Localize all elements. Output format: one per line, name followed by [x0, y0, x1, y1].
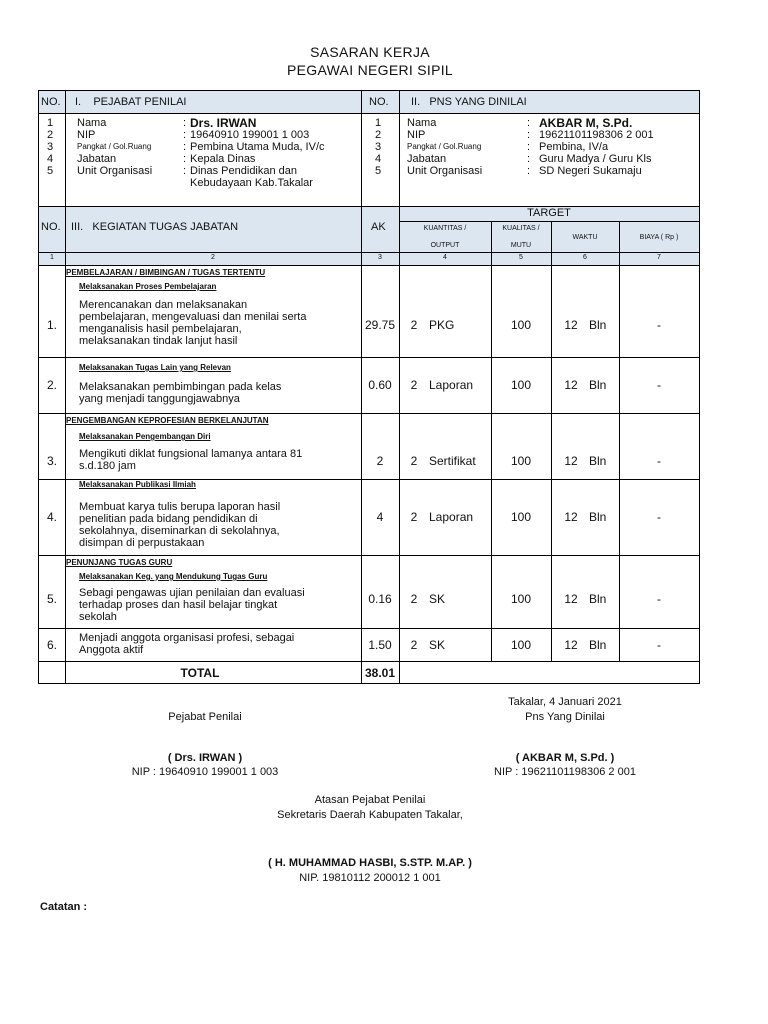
task-waktu-unit: Bln — [589, 637, 607, 652]
task-waktu: 12 — [564, 378, 578, 392]
task-sub-title: Melaksanakan Tugas Lain yang Relevan — [79, 363, 231, 372]
task-description: Melaksanakan pembimbingan pada kelas yang menjadi tanggungjawabnya — [79, 381, 282, 405]
task-qty: 2 — [410, 378, 418, 392]
task-qty: 2 — [410, 318, 418, 332]
penilai-unit-2: Kebudayaan Kab.Takalar — [190, 177, 313, 189]
category-pembelajaran: PEMBELAJARAN / BIMBINGAN / TUGAS TERTENTU — [66, 268, 266, 277]
task-ak: 0.60 — [368, 378, 392, 392]
task-unit: Laporan — [429, 510, 474, 524]
penilai-name: ( Drs. IRWAN ) — [167, 752, 243, 764]
task-biaya: - — [657, 318, 661, 332]
task-biaya: - — [657, 378, 661, 392]
task-description: Membuat karya tulis berupa laporan hasil penelitian pada bidang pendidikan di sekolahnya, diseminarkan di sekolahnya, disimpan di perpustakaan — [79, 501, 281, 549]
dinilai-values — [539, 117, 654, 177]
atasan-label: Atasan Pejabat Penilai — [314, 794, 426, 806]
task-sub-title: Melaksanakan Pengembangan Diri — [79, 432, 211, 441]
task-header-kualitas: KUALITAS / — [502, 225, 540, 232]
dinilai-pangkat: Pembina, IV/a — [539, 141, 609, 153]
document-subtitle: PEGAWAI NEGERI SIPIL — [286, 62, 453, 78]
document-title: SASARAN KERJA — [310, 44, 430, 60]
task-ak: 4 — [376, 510, 384, 524]
identity-labels-right: Nama NIP Pangkat / Gol.Ruang Jabatan Unit Organisasi — [407, 117, 483, 177]
col-number: 5 — [519, 254, 523, 261]
penilai-nip-footer: NIP : 19640910 199001 1 003 — [131, 766, 279, 778]
task-header-biaya: BIAYA ( Rp ) — [639, 234, 679, 241]
task-no: 2. — [46, 378, 57, 392]
task-sub-title: Melaksanakan Proses Pembelajaran — [79, 282, 217, 291]
task-no: 5. — [46, 592, 57, 606]
task-unit: Sertifikat — [429, 454, 476, 468]
task-biaya: - — [657, 454, 661, 468]
task-header-ak: AK — [371, 221, 386, 233]
task-header-kuantitas: KUANTITAS / — [423, 225, 467, 232]
task-qty: 2 — [410, 637, 418, 652]
task-description: Merencanakan dan melaksanakan pembelajaran, mengevaluasi dan menilai serta menganalisis hasil pembelajaran, melaksanakan tindak lanjut hasil — [79, 299, 307, 347]
task-ak: 2 — [376, 454, 384, 468]
task-ak: 1.50 — [368, 637, 392, 652]
task-qty: 2 — [410, 510, 418, 524]
task-no: 6. — [46, 637, 57, 652]
col-number: 7 — [657, 254, 661, 261]
task-header-title: III. KEGIATAN TUGAS JABATAN — [71, 221, 239, 233]
dinilai-jabatan: Guru Madya / Guru Kls — [539, 153, 652, 165]
atasan-nip: NIP. 19810112 200012 1 001 — [299, 872, 441, 884]
task-biaya: - — [657, 637, 661, 652]
task-description: Sebagi pengawas ujian penilaian dan evaluasi terhadap proses dan hasil belajar tingkat sekolah — [79, 587, 305, 623]
task-unit: PKG — [429, 318, 455, 332]
col-number: 2 — [211, 254, 215, 261]
identity-colons-left: : : : : : — [183, 117, 187, 177]
category-penunjang: PENUNJANG TUGAS GURU — [66, 558, 173, 567]
task-waktu-unit: Bln — [589, 378, 607, 392]
col-number: 4 — [443, 254, 447, 261]
task-mutu: 100 — [510, 318, 532, 332]
col-number: 3 — [378, 254, 382, 261]
task-ak: 0.16 — [368, 592, 392, 606]
penilai-values — [190, 117, 325, 189]
task-waktu-unit: Bln — [589, 454, 607, 468]
task-biaya: - — [657, 510, 661, 524]
task-waktu: 12 — [564, 637, 578, 652]
dinilai-label: Pns Yang Dinilai — [525, 711, 605, 723]
col-number: 1 — [50, 254, 54, 261]
task-unit: SK — [429, 637, 446, 652]
catatan-label: Catatan : — [40, 901, 88, 913]
penilai-jabatan: Kepala Dinas — [190, 153, 256, 165]
task-mutu: 100 — [510, 378, 532, 392]
task-header-no: NO. — [41, 221, 61, 233]
atasan-name: ( H. MUHAMMAD HASBI, S.STP. M.AP. ) — [268, 857, 472, 869]
dinilai-nip: 19621101198306 2 001 — [539, 129, 654, 141]
task-unit: Laporan — [429, 378, 474, 392]
task-description: Menjadi anggota organisasi profesi, sebagai Anggota aktif — [79, 632, 295, 656]
total-value: 38.01 — [364, 665, 396, 680]
identity-colons-right: : : : : : — [527, 117, 531, 177]
task-sub-title: Melaksanakan Keg. yang Mendukung Tugas Guru — [79, 572, 268, 581]
task-qty: 2 — [410, 592, 418, 606]
task-mutu: 100 — [510, 592, 532, 606]
task-no: 4. — [46, 510, 57, 524]
total-label: TOTAL — [180, 665, 220, 680]
header-pejabat-penilai: I. PEJABAT PENILAI — [75, 96, 187, 108]
skp-table — [38, 90, 700, 684]
header-pns-dinilai: II. PNS YANG DINILAI — [411, 96, 527, 108]
penilai-unit-1: Dinas Pendidikan dan — [190, 165, 298, 177]
identity-labels-left: Nama NIP Pangkat / Gol.Ruang Jabatan Unit Organisasi — [77, 117, 153, 177]
col-number: 6 — [583, 254, 587, 261]
task-mutu: 100 — [510, 510, 532, 524]
dinilai-nama: AKBAR M, S.Pd. — [539, 116, 633, 130]
task-waktu: 12 — [564, 318, 578, 332]
task-mutu: 100 — [510, 637, 532, 652]
dinilai-nip-footer: NIP : 19621101198306 2 001 — [494, 766, 636, 778]
task-waktu-unit: Bln — [589, 318, 607, 332]
task-no: 3. — [46, 454, 57, 468]
dinilai-unit: SD Negeri Sukamaju — [539, 165, 642, 177]
penilai-nip: 19640910 199001 1 003 — [190, 129, 310, 141]
task-waktu: 12 — [564, 592, 578, 606]
category-pengembangan: PENGEMBANGAN KEPROFESIAN BERKELANJUTAN — [66, 416, 269, 425]
penilai-label: Pejabat Penilai — [168, 711, 242, 723]
task-waktu-unit: Bln — [589, 592, 607, 606]
atasan-position: Sekretaris Daerah Kabupaten Takalar, — [277, 809, 463, 821]
task-header-target: TARGET — [527, 207, 571, 219]
task-sub-title: Melaksanakan Publikasi Ilmiah — [79, 480, 196, 489]
dinilai-name: ( AKBAR M, S.Pd. ) — [515, 752, 615, 764]
task-mutu: 100 — [510, 454, 532, 468]
task-no: 1. — [46, 318, 57, 332]
task-waktu: 12 — [564, 510, 578, 524]
identity-numbers-left: 1 2 3 4 5 — [47, 117, 54, 177]
place-date: Takalar, 4 Januari 2021 — [508, 696, 622, 708]
header-no-2: NO. — [369, 96, 389, 108]
penilai-nama: Drs. IRWAN — [190, 116, 257, 130]
task-qty: 2 — [410, 454, 418, 468]
task-waktu: 12 — [564, 454, 578, 468]
task-header-mutu: MUTU — [510, 242, 532, 249]
header-no-1: NO. — [41, 96, 61, 108]
identity-numbers-right: 1 2 3 4 5 — [375, 117, 382, 177]
task-header-output: OUTPUT — [430, 242, 460, 249]
task-description: Mengikuti diklat fungsional lamanya antara 81 s.d.180 jam — [79, 448, 303, 472]
penilai-pangkat: Pembina Utama Muda, IV/c — [190, 141, 325, 153]
task-biaya: - — [657, 592, 661, 606]
task-header-waktu: WAKTU — [572, 234, 598, 241]
task-ak: 29.75 — [364, 318, 396, 332]
task-waktu-unit: Bln — [589, 510, 607, 524]
task-unit: SK — [429, 592, 446, 606]
